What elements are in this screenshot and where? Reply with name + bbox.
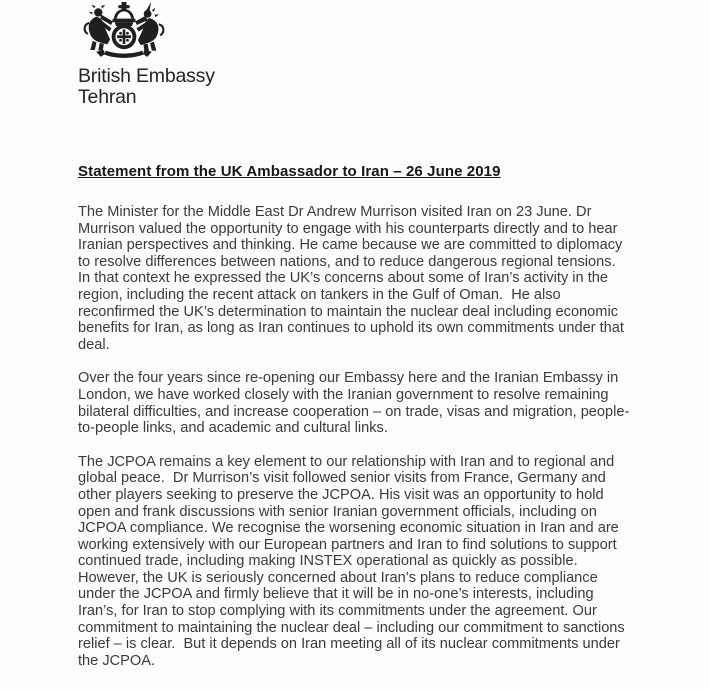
statement-body	[78, 163, 634, 669]
letterhead	[78, 2, 634, 107]
organisation-name	[78, 66, 634, 107]
statement-paragraph-2: Over the four years since re-opening our Embassy here and the Iranian Embassy in London, we have worked closely with the Iranian government to resolve remaining bilateral difficulties, and increase cooperation – on trade, visas and migration, people-to-people links, and academic and cultural links.	[78, 370, 630, 437]
statement-title: Statement from the UK Ambassador to Iran – 26 June 2019	[78, 163, 501, 180]
organisation-name-line1: British Embassy	[78, 65, 215, 87]
statement-paragraph-1: The Minister for the Middle East Dr Andrew Murrison visited Iran on 23 June. Dr Murrison valued the opportunity to engage with his counterparts directly and to hear Iranian perspectives and thinking. He came because we are committed to diplomacy to resolve differences between nations, and to reduce dangerous regional tensions. In that context he expressed the UK’s concerns about some of Iran’s activity in the region, including the recent attack on tankers in the Gulf of Oman. He also reconfirmed the UK’s determination to maintain the nuclear deal including economic benefits for Iran, as long as Iran continues to uphold its own commitments under that deal.	[78, 204, 629, 353]
statement-paragraph-3: The JCPOA remains a key element to our relationship with Iran and to regional and global peace. Dr Murrison’s visit followed senior visits from France, Germany and other players seeking to preserve the JCPOA. His visit was an opportunity to hold open and frank discussions with senior Iranian government officials, including on JCPOA compliance. We recognise the worsening economic situation in Iran and are working extensively with our European partners and Iran to find solutions to support continued trade, including making INSTEX operational as quickly as possible. However, the UK is seriously concerned about Iran’s plans to reduce compliance under the JCPOA and firmly believe that it will be in no-one’s interests, including Iran’s, for Iran to stop complying with its commitments under the agreement. Our commitment to maintaining the nuclear deal – including our commitment to sanctions relief – is clear. But it depends on Iran meeting all of its nuclear commitments under the JCPOA.	[78, 453, 629, 669]
royal-coat-of-arms-icon	[82, 2, 166, 59]
organisation-name-line2: Tehran	[78, 85, 137, 108]
